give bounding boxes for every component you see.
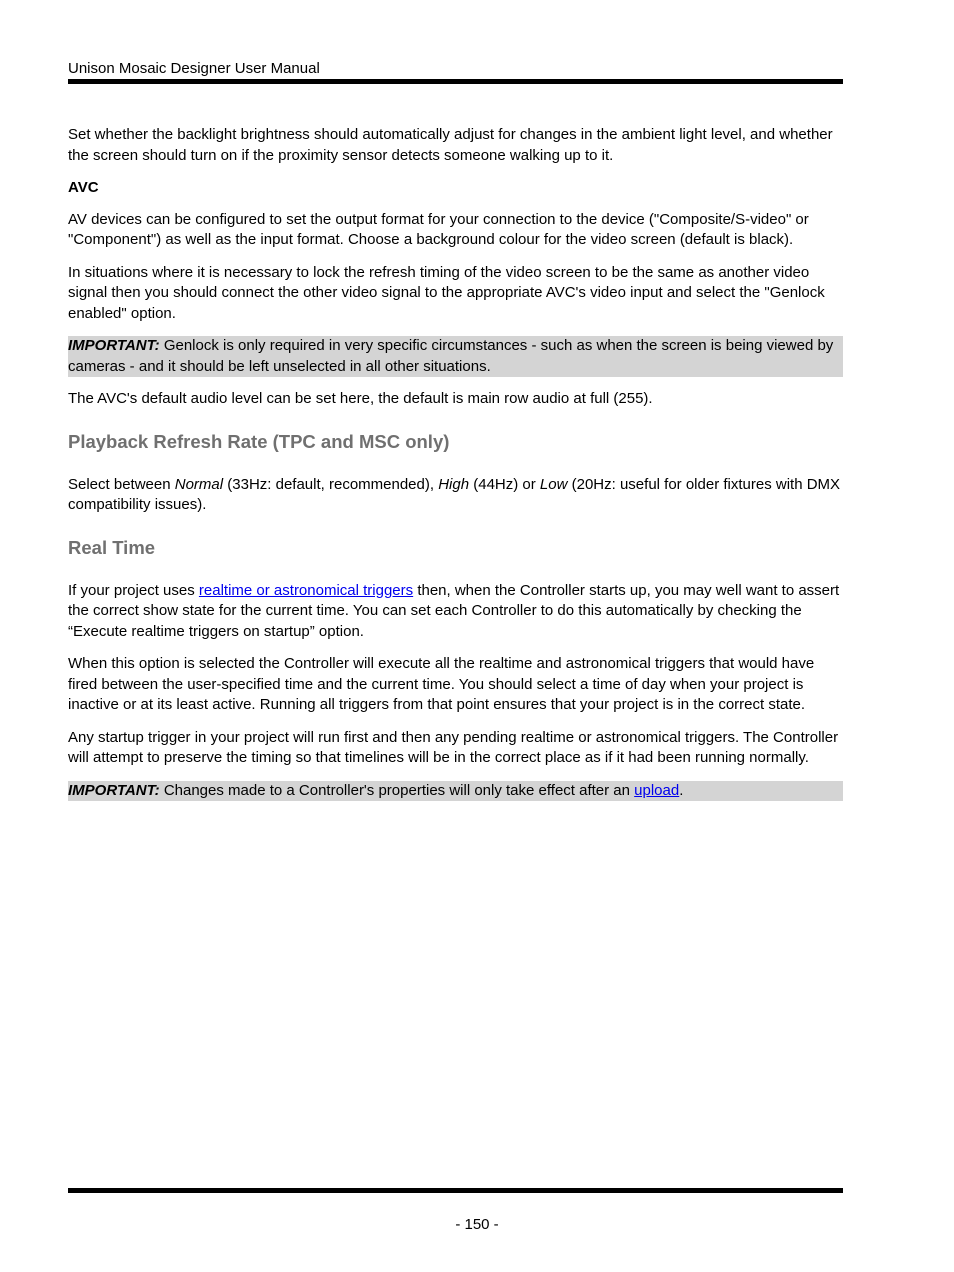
real-time-execute-paragraph: When this option is selected the Controller will execute all the realtime and astronomical triggers that would have fired between the user-specified time and the current time. You should select a time of day when your project is inactive or at its least active. Running all triggers from that point ensures that your project is in the correct state. — [68, 655, 815, 713]
real-time-text: then, when the Controller starts up, you may well want to assert the correct show state for the current time. You can set each Controller to do this automatically by checking the “Execute realtime triggers on startup” option. — [68, 581, 840, 640]
header-divider — [68, 79, 843, 84]
real-time-startup-paragraph: Any startup trigger in your project will run first and then any pending realtime or astronomical triggers. The Controller will attempt to preserve the timing so that timelines will be in the correct place as if it had been running normally. — [68, 728, 839, 766]
realtime-triggers-link[interactable]: realtime or astronomical triggers — [198, 581, 414, 599]
important-label: IMPORTANT: — [68, 337, 160, 354]
high-option: High — [438, 475, 470, 493]
page-content — [68, 125, 843, 813]
low-option: Low — [539, 475, 568, 493]
normal-option: Normal — [174, 475, 224, 493]
playback-refresh-paragraph — [68, 475, 843, 516]
document-title: Unison Mosaic Designer User Manual — [68, 60, 320, 77]
important-text-end: . — [679, 781, 684, 799]
avc-genlock-paragraph: In situations where it is necessary to lock the refresh timing of the video screen to be the same as another video signal then you should connect the other video signal to the appropriate AVC's video input and select the "Genlock enabled" option. — [68, 263, 825, 322]
playback-text: Select between — [68, 475, 175, 493]
backlight-paragraph: Set whether the backlight brightness should automatically adjust for changes in the ambient light level, and whether the screen should turn on if the proximity sensor detects someone walking up to it. — [68, 126, 833, 164]
page-number: - 150 - — [455, 1216, 499, 1233]
real-time-intro-paragraph — [68, 581, 843, 643]
playback-refresh-heading: Playback Refresh Rate (TPC and MSC only) — [68, 430, 450, 452]
avc-audio-paragraph: The AVC's default audio level can be set here, the default is main row audio at full (255). — [68, 390, 653, 407]
important-text: Changes made to a Controller's properties will only take effect after an — [159, 781, 635, 799]
playback-text: (44Hz) or — [469, 475, 540, 493]
upload-important-note — [68, 781, 843, 802]
playback-text: (33Hz: default, recommended), — [223, 475, 439, 493]
upload-link[interactable]: upload — [634, 781, 680, 799]
footer-divider — [68, 1188, 843, 1193]
real-time-heading: Real Time — [68, 536, 156, 558]
real-time-text: If your project uses — [68, 581, 199, 599]
avc-heading: AVC — [68, 179, 99, 196]
genlock-important-note — [68, 336, 843, 377]
avc-format-paragraph: AV devices can be configured to set the output format for your connection to the device ("Composite/S-video" or "Component") as well as the input format. Choose a background colour for the video screen (default is black). — [68, 210, 809, 248]
important-text: Genlock is only required in very specific circumstances - such as when the screen is being viewed by cameras - and it should be left unselected in all other situations. — [68, 337, 834, 375]
important-label: IMPORTANT: — [68, 781, 160, 799]
playback-text: (20Hz: useful for older fixtures with DMX compatibility issues). — [68, 475, 841, 513]
